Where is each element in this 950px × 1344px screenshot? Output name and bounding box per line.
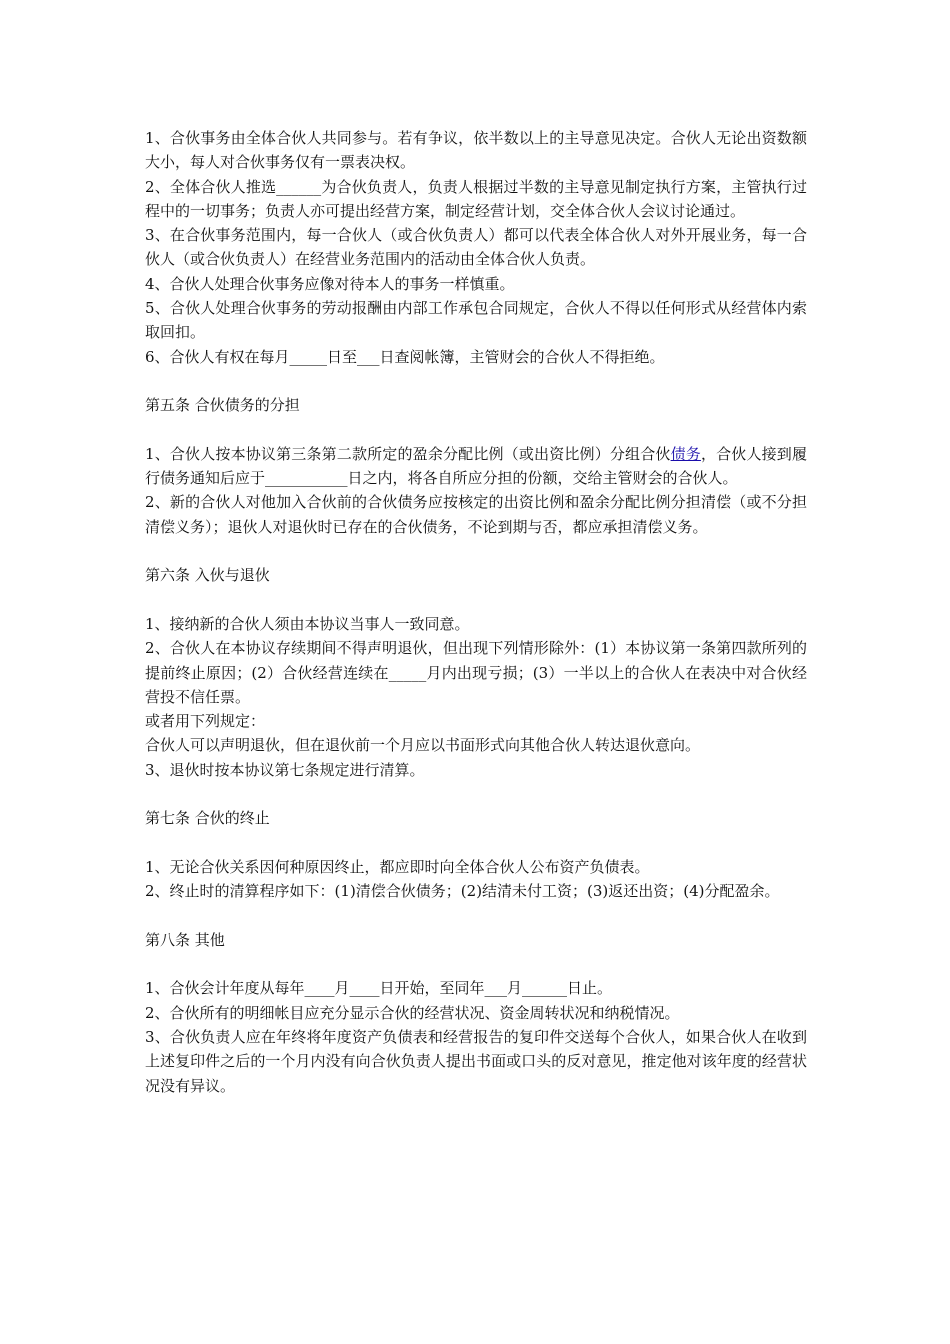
clause-7-2: 2、终止时的清算程序如下：(1)清偿合伙债务；(2)结清未付工资；(3)返还出资；(4)分配盈余。 xyxy=(145,882,780,901)
clause-8-1: 1、合伙会计年度从每年____月____日开始，至同年___月______日止。 xyxy=(145,979,613,998)
clause-6-2: 2、合伙人在本协议存续期间不得声明退伙，但出现下列情形除外：(1）本协议第一条第四款所列的提前终止原因；(2）合伙经营连续在_____月内出现亏损；(3）一半以上的合伙人在表决中对合伙经营投不信任票。 xyxy=(145,639,807,706)
section-5-heading: 第五条 合伙债务的分担 xyxy=(145,396,300,415)
clause-6-alt: 合伙人可以声明退伙，但在退伙前一个月应以书面形式向其他合伙人转达退伙意向。 xyxy=(145,736,701,755)
clause-5-1-text-b: ，合伙人接到履行债务通知后应于___________日之内，将各自所应分担的份额，交给主管财会的合伙人。 xyxy=(145,444,807,488)
clause-6-3: 3、退伙时按本协议第七条规定进行清算。 xyxy=(145,760,425,779)
clause-4-3: 3、在合伙事务范围内，每一合伙人（或合伙负责人）都可以代表全体合伙人对外开展业务，每一合伙人（或合伙负责人）在经营业务范围内的活动由全体合伙人负责。 xyxy=(145,226,807,269)
clause-7-1: 1、无论合伙关系因何种原因终止，都应即时向全体合伙人公布资产负债表。 xyxy=(145,857,650,876)
clause-6-1: 1、接纳新的合伙人须由本协议当事人一致同意。 xyxy=(145,614,470,633)
spacer xyxy=(145,588,807,612)
document-page xyxy=(145,126,807,1098)
clause-4-4: 4、合伙人处理合伙事务应像对待本人的事务一样慎重。 xyxy=(145,274,515,293)
section-7-heading: 第七条 合伙的终止 xyxy=(145,809,270,828)
clause-6-alt-intro: 或者用下列规定： xyxy=(145,712,266,731)
spacer xyxy=(145,418,807,442)
spacer xyxy=(145,831,807,855)
section-6-heading: 第六条 入伙与退伙 xyxy=(145,566,270,585)
clause-5-1-text-a: 1、合伙人按本协议第三条第二款所定的盈余分配比例（或出资比例）分组合伙 xyxy=(145,444,671,463)
clause-4-1: 1、合伙事务由全体合伙人共同参与。若有争议，依半数以上的主导意见决定。合伙人无论出资数额大小，每人对合伙事务仅有一票表决权。 xyxy=(145,129,807,172)
spacer xyxy=(145,539,807,563)
clause-4-6: 6、合伙人有权在每月_____日至___日查阅帐簿，主管财会的合伙人不得拒绝。 xyxy=(145,347,665,366)
section-8-heading: 第八条 其他 xyxy=(145,930,225,949)
debt-link[interactable]: 债务 xyxy=(670,444,701,463)
spacer xyxy=(145,369,807,393)
spacer xyxy=(145,952,807,976)
spacer xyxy=(145,904,807,928)
clause-4-2: 2、全体合伙人推选______为合伙负责人，负责人根据过半数的主导意见制定执行方案，主管执行过程中的一切事务；负责人亦可提出经营方案，制定经营计划，交全体合伙人会议讨论通过。 xyxy=(145,177,807,220)
clause-4-5: 5、合伙人处理合伙事务的劳动报酬由内部工作承包合同规定，合伙人不得以任何形式从经营体内索取回扣。 xyxy=(145,299,807,342)
clause-5-1 xyxy=(145,442,807,491)
spacer xyxy=(145,782,807,806)
clause-8-3: 3、合伙负责人应在年终将年度资产负债表和经营报告的复印件交送每个合伙人，如果合伙人在收到上述复印件之后的一个月内没有向合伙负责人提出书面或口头的反对意见，推定他对该年度的经营状况没有异议。 xyxy=(145,1027,807,1095)
clause-5-2: 2、新的合伙人对他加入合伙前的合伙债务应按核定的出资比例和盈余分配比例分担清偿（或不分担清偿义务）；退伙人对退伙时已存在的合伙债务，不论到期与否，都应承担清偿义务。 xyxy=(145,493,807,536)
clause-8-2: 2、合伙所有的明细帐目应充分显示合伙的经营状况、资金周转状况和纳税情况。 xyxy=(145,1003,680,1022)
